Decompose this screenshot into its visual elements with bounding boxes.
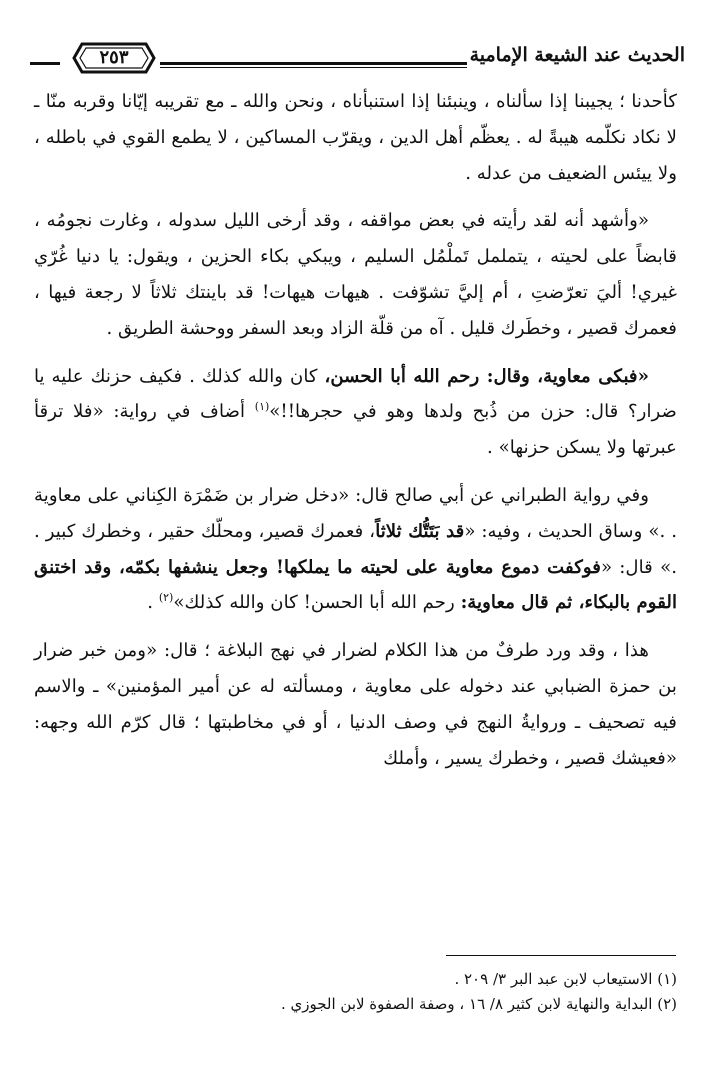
paragraph-4-text-a: وفي رواية الطبراني عن أبي صالح قال: «دخل ضرار بن ضَمْرَة الكِناني على معاوية . .» وساق الحديث ، وفيه: « [34, 484, 677, 542]
bold-quote: قد بَتَتُّك ثلاثاً [375, 520, 465, 542]
paragraph-1: كأحدنا ؛ يجيبنا إذا سألناه ، وينبئنا إذا استنبأناه ، ونحن والله ـ مع تقريبه إيّانا وقربه منّا ـ لا نكاد نكلّمه هيبةً له . يعظّم أهل الدين ، ويقرّب المساكين ، لا يطمع القوي في باطله ، ولا ييئس الضعيف من عدله . [34, 91, 677, 184]
main-text [34, 84, 677, 788]
paragraph-3-tail: أضاف في رواية: «فلا ترقأ عبرتها ولا يسكن حزنها» . [34, 401, 677, 459]
paragraph-2: «وأشهد أنه لقد رأيته في بعض مواقفه ، وقد أرخى الليل سدوله ، وغارت نجومُه ، قابضاً على لحيته ، يتململ تَملْمُل السليم ، ويبكي بكاء الحزين ، ويقول: يا دنيا غُرّي غيري! أليَ تعرّضتِ ، أم إليَّ تشوّفت . هيهات هيهات! قد باينتك ثلاثاً لا رجعة فيها ، فعمرك قصير ، وخطَرك قليل . آه من قلّة الزاد وبعد السفر ووحشة الطريق . [34, 210, 677, 339]
footnote-1: (١) الاستيعاب لابن عبد البر ٣/ ٢٠٩ . [454, 970, 677, 988]
paragraph-4 [34, 478, 677, 621]
paragraph-4-text-c: ، فعمرك قصير، ومحلّك حقير ، وخطرك كبير . .» قال: « [34, 520, 677, 578]
paragraph-4-text-e: . [147, 592, 159, 614]
running-title: الحديث عند الشيعة الإمامية [469, 44, 685, 66]
header-rule-left [30, 62, 60, 65]
page-header [30, 40, 685, 78]
page-number-badge [72, 40, 156, 76]
paragraph-4-text-d: رحم الله أبا الحسن! كان والله كذلك» [173, 592, 461, 614]
bold-quote: فوكفت دموع معاوية على لحيته ما يملكها! وجعل ينشفها بكمّه، وقد اختنق القوم بالبكاء، ثم قال معاوية: [34, 556, 677, 614]
footnote-2: (٢) البداية والنهاية لابن كثير ٨/ ١٦ ، وصفة الصفوة لابن الجوزي . [280, 995, 677, 1013]
paragraph-3-text: كان والله كذلك . فكيف حزنك عليه يا ضرار؟ قال: حزن من ذُبح ولدها وهو في حجرها!!» [34, 365, 677, 423]
footnote-rule [446, 955, 676, 956]
footnote-ref-2: (٢) [158, 591, 174, 605]
header-rule [160, 62, 467, 68]
footnotes [34, 967, 677, 1017]
paragraph-5: هذا ، وقد ورد طرفٌ من هذا الكلام لضرار في نهج البلاغة ؛ قال: «ومن خبر ضرار بن حمزة الضبابي عند دخوله على معاوية ، ومسألته له عن أمير المؤمنين» ـ والاسم فيه تصحيف ـ وروايةُ النهج في وصف الدنيا ، أو في مخاطبتها ؛ قال كرّم الله وجهه: «فعيشك قصير ، وخطرك يسير ، وأملك [34, 640, 677, 769]
page-number: ٢٥٣ [99, 47, 129, 68]
bold-quote: «فبكى معاوية، وقال: رحم الله أبا الحسن، [324, 365, 649, 387]
paragraph-3 [34, 359, 677, 466]
footnote-ref-1: (١) [254, 400, 270, 414]
